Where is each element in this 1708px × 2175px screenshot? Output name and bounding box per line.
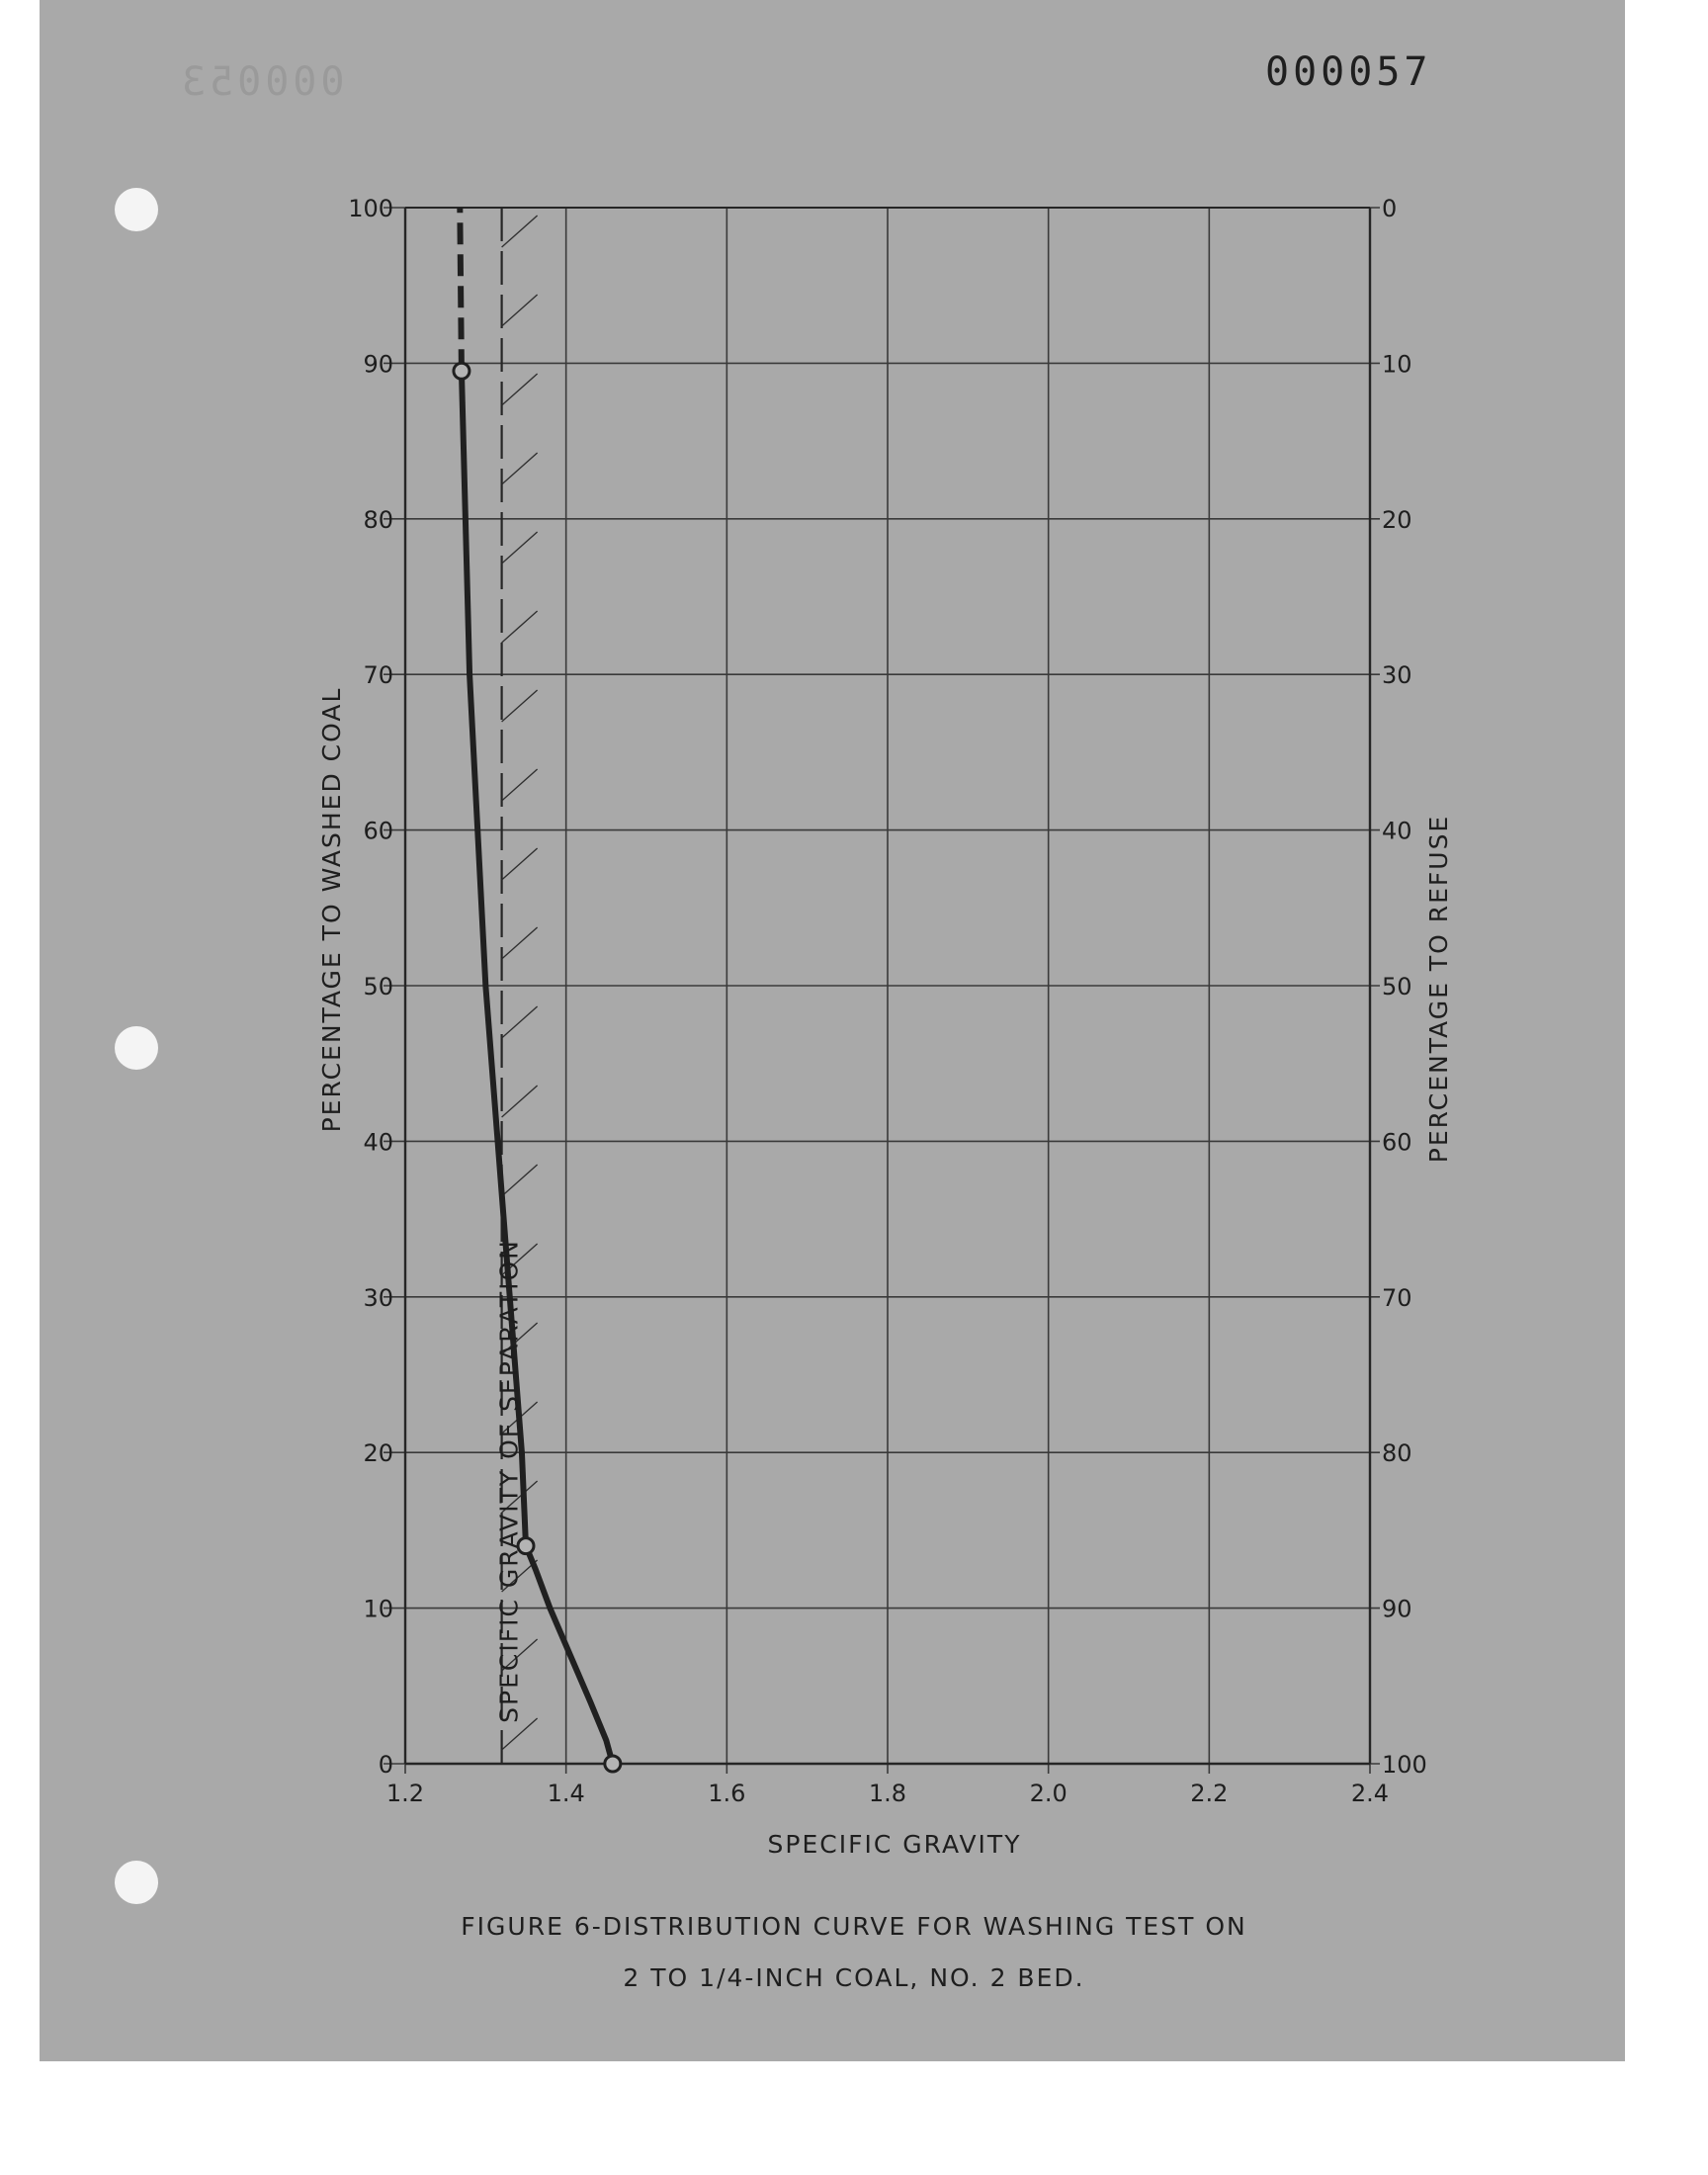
hatch-mark (502, 1006, 538, 1038)
page-number: 000057 (1265, 49, 1432, 95)
y2-tick-label: 60 (1382, 1128, 1412, 1157)
y2-tick-label: 50 (1382, 973, 1412, 1000)
hatch-mark (502, 848, 538, 880)
y-tick-label: 50 (363, 973, 393, 1000)
x-tick-label: 1.6 (708, 1780, 746, 1807)
data-point-marker (605, 1756, 621, 1772)
y2-tick-label: 10 (1382, 350, 1412, 379)
y2-tick-label: 20 (1382, 505, 1412, 534)
hatch-mark (502, 927, 538, 959)
x-tick-label: 2.2 (1190, 1780, 1229, 1807)
y-tick-label: 0 (378, 1751, 393, 1779)
hatch-mark (502, 532, 538, 564)
y-tick-label: 70 (363, 661, 393, 690)
hatch-mark (502, 769, 538, 801)
hatch-mark (502, 295, 538, 326)
x-tick-label: 1.4 (547, 1780, 585, 1807)
x-tick-label: 1.8 (868, 1780, 907, 1807)
y2-axis-title: PERCENTAGE TO REFUSE (1424, 814, 1453, 1164)
hatch-mark (502, 453, 538, 484)
hatch-mark (502, 216, 538, 247)
x-tick-label: 2.4 (1350, 1780, 1390, 1807)
y-tick-label: 10 (363, 1595, 393, 1623)
y2-tick-label: 90 (1382, 1595, 1412, 1623)
y2-tick-label: 40 (1382, 817, 1412, 845)
hatch-mark (502, 1165, 538, 1196)
hatch-mark (502, 690, 538, 722)
hatch-mark (502, 374, 538, 405)
y-tick-label: 40 (363, 1128, 393, 1157)
y-tick-label: 20 (363, 1439, 393, 1468)
x-axis-title: SPECIFIC GRAVITY (767, 1830, 1022, 1859)
distribution-curve-extension (460, 208, 462, 371)
grid (384, 208, 1380, 1774)
y2-tick-label: 70 (1382, 1283, 1412, 1312)
distribution-curve (462, 371, 613, 1764)
y-tick-label: 100 (348, 195, 393, 222)
series (454, 208, 621, 1772)
y-tick-label: 80 (363, 505, 393, 534)
y-tick-label: 30 (363, 1283, 393, 1312)
y2-tick-label: 30 (1382, 661, 1412, 690)
y-tick-label: 60 (363, 817, 393, 845)
figure-caption-line-2: 2 TO 1/4-INCH COAL, NO. 2 BED. (623, 1963, 1085, 1992)
data-point-marker (454, 363, 470, 379)
y2-tick-label: 80 (1382, 1439, 1412, 1468)
hatch-mark (502, 611, 538, 643)
x-tick-label: 2.0 (1029, 1780, 1068, 1807)
hatch-mark (502, 1086, 538, 1117)
y2-tick-label: 100 (1382, 1751, 1427, 1779)
y-axis-title: PERCENTAGE TO WASHED COAL (317, 686, 346, 1133)
y2-tick-label: 0 (1382, 195, 1398, 222)
x-tick-label: 1.2 (385, 1780, 425, 1807)
y-tick-label: 90 (363, 350, 393, 379)
figure-caption-line-1: FIGURE 6-DISTRIBUTION CURVE FOR WASHING TEST ON (461, 1912, 1247, 1941)
bleed-through-page-number: 000053 (178, 59, 345, 105)
separation-annotation: SPECIFIC GRAVITY OF SEPARATION (494, 1239, 524, 1723)
